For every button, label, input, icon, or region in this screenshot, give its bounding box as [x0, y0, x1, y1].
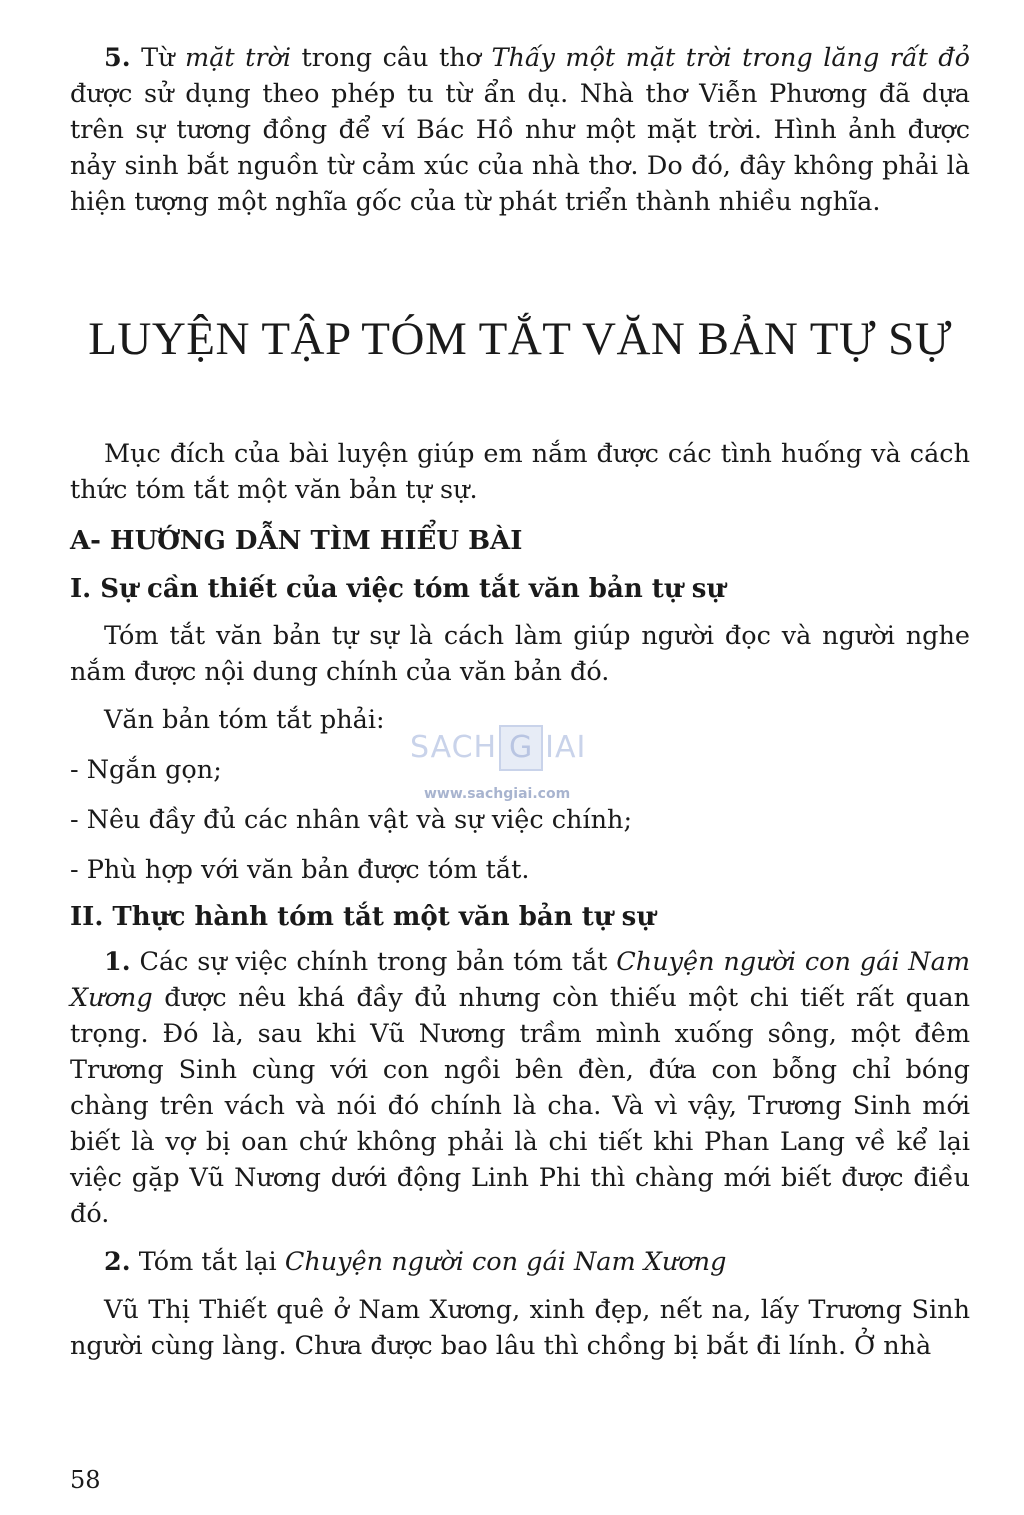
list-item: - Ngắn gọn; [70, 755, 222, 785]
item-number: 2. [104, 1247, 131, 1277]
watermark-text: IAI [545, 730, 587, 765]
requirements-intro: Văn bản tóm tắt phải: [104, 705, 385, 735]
text-run: trong câu thơ [291, 43, 492, 73]
list-item: - Nêu đầy đủ các nhân vật và sự việc chính; [70, 805, 633, 835]
summary-paragraph: Vũ Thị Thiết quê ở Nam Xương, xinh đẹp, nết na, lấy Trương Sinh người cùng làng. Chưa được bao lâu thì chồng bị bắt đi lính. Ở nhà [70, 1295, 970, 1361]
section-2-heading: II. Thực hành tóm tắt một văn bản tự sự [70, 902, 656, 932]
italic-run: Thấy một mặt trời trong lăng rất đỏ [491, 43, 970, 73]
page-number: 58 [70, 1466, 101, 1494]
watermark-text: SACH [410, 730, 498, 765]
item-number: 1. [104, 947, 131, 977]
italic-run: mặt trời [185, 43, 292, 73]
section-a-heading: A- HƯỚNG DẪN TÌM HIỂU BÀI [70, 526, 523, 556]
section-1-paragraph: Tóm tắt văn bản tự sự là cách làm giúp người đọc và người nghe nắm được nội dung chính của văn bản đó. [70, 621, 970, 687]
italic-run: Chuyện người con gái Nam Xương [70, 947, 971, 1013]
lesson-title: LUYỆN TẬP TÓM TẮT VĂN BẢN TỰ SỰ [88, 313, 952, 365]
text-run: Từ [130, 43, 186, 73]
italic-run: Chuyện người con gái Nam Xương [284, 1247, 727, 1277]
list-item: - Phù hợp với văn bản được tóm tắt. [70, 855, 530, 885]
watermark-logo [410, 725, 586, 771]
watermark-g-icon: G [499, 725, 543, 771]
section-1-heading: I. Sự cần thiết của việc tóm tắt văn bản tự sự [70, 574, 726, 604]
watermark [410, 700, 630, 810]
paragraph-5 [70, 40, 970, 220]
watermark-url: www.sachgiai.com [424, 786, 571, 802]
intro-paragraph: Mục đích của bài luyện giúp em nắm được các tình huống và cách thức tóm tắt một văn bản tự sự. [70, 439, 970, 505]
text-run: Tóm tắt lại [130, 1247, 285, 1277]
text-run: Các sự việc chính trong bản tóm tắt [130, 947, 617, 977]
text-run: được nêu khá đầy đủ nhưng còn thiếu một chi tiết rất quan trọng. Đó là, sau khi Vũ Nương trầm mình xuống sông, một đêm Trương Sinh cùng với con ngồi bên đèn, đứa con bỗng chỉ bóng chàng trên vách và nói đó chính là cha. Và vì vậy, Trương Sinh mới biết là vợ bị oan chứ không phải là chi tiết khi Phan Lang về kể lại việc gặp Vũ Nương dưới động Linh Phi thì chàng mới biết được điều đó. [70, 983, 970, 1229]
text-run: được sử dụng theo phép tu từ ẩn dụ. Nhà thơ Viễn Phương đã dựa trên sự tương đồng để ví Bác Hồ như một mặt trời. Hình ảnh được nảy sinh bắt nguồn từ cảm xúc của nhà thơ. Do đó, đây không phải là hiện tượng một nghĩa gốc của từ phát triển thành nhiều nghĩa. [70, 79, 970, 217]
practice-paragraph-1 [70, 944, 970, 1232]
item-number: 5. [104, 43, 131, 73]
practice-paragraph-2 [70, 1244, 970, 1280]
